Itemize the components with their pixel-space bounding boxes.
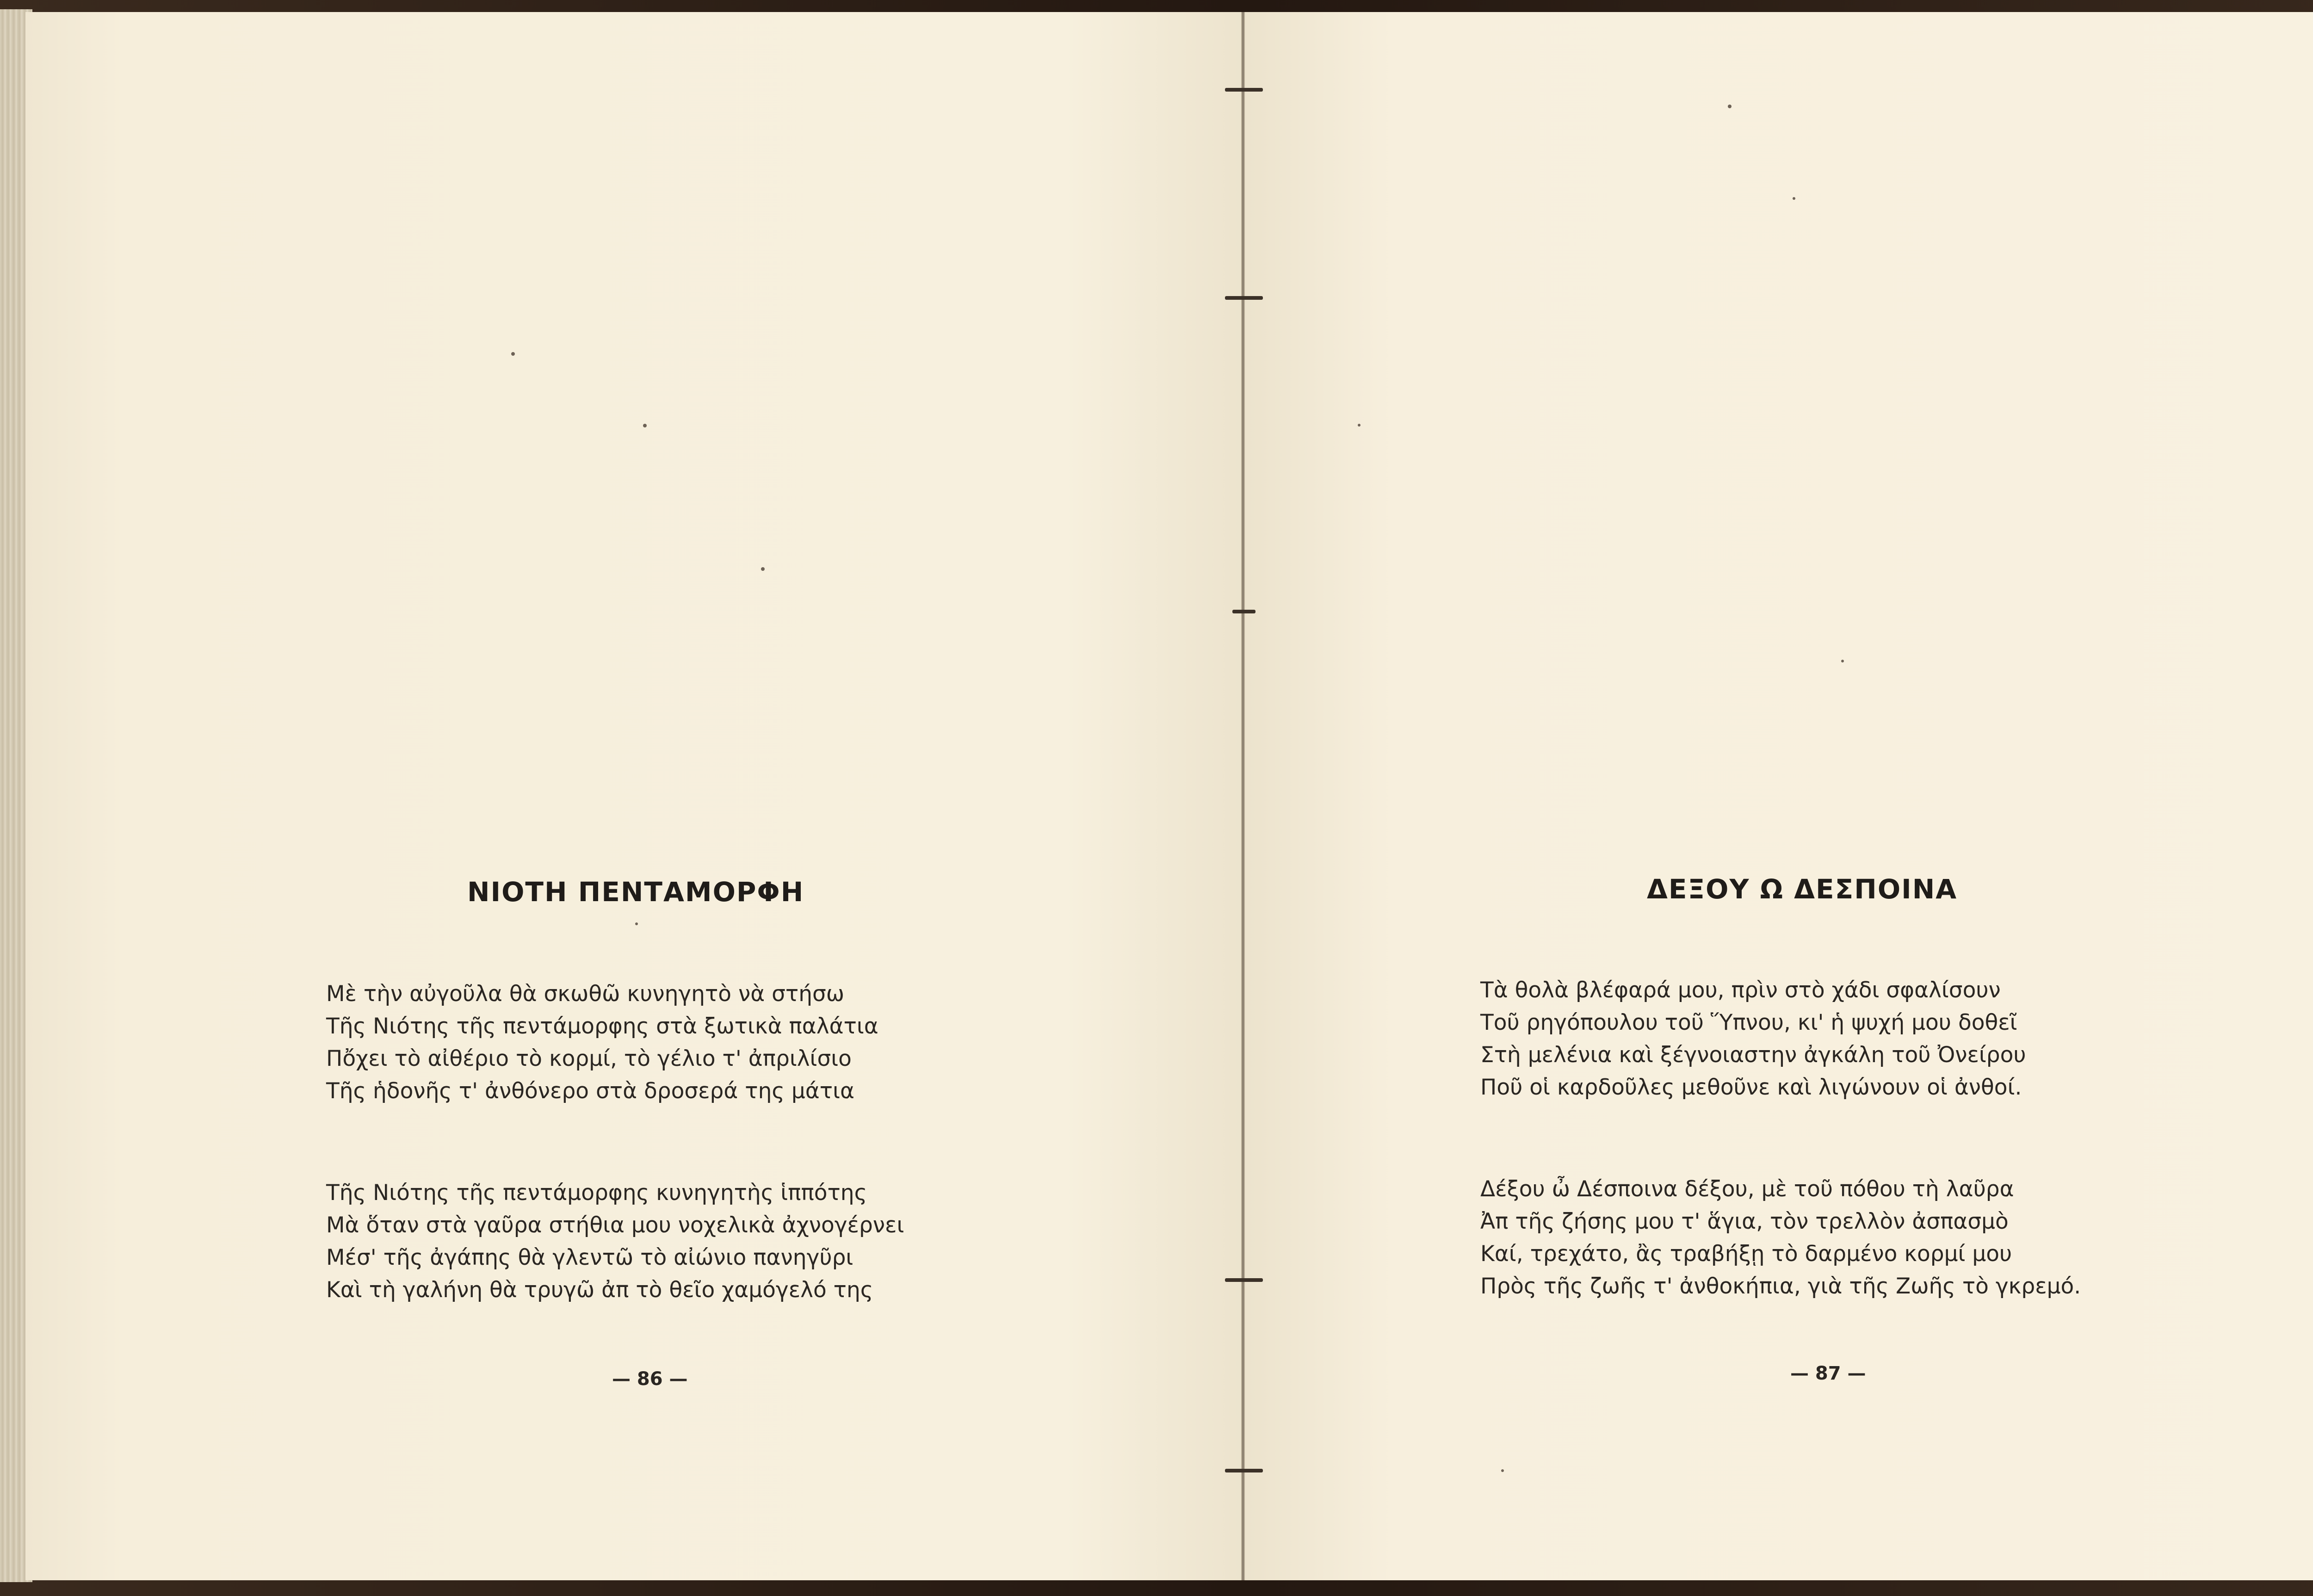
verse-line: Πρὸς τῆς ζωῆς τ' ἀνθοκήπια, γιὰ τῆς Ζωῆς τὸ γκρεμό. (1480, 1274, 2081, 1299)
verse-line: Καί, τρεχάτο, ἂς τραβήξῃ τὸ δαρμένο κορμί μου (1480, 1241, 2012, 1267)
paper-speck (643, 424, 647, 427)
poem-title-right: ΔΕΞΟΥ Ω ΔΕΣΠΟΙΝΑ (1647, 873, 1958, 905)
verse-line: Τῆς Νιότης τῆς πεντάμορφης στὰ ξωτικὰ παλάτια (326, 1014, 878, 1039)
paper-speck (635, 922, 638, 925)
binding-stitch (1225, 88, 1263, 92)
page-number-right: — 87 — (1790, 1363, 1866, 1384)
page-number-left: — 86 — (612, 1368, 688, 1390)
verse-line: Μέσ' τῆς ἀγάπης θὰ γλεντῶ τὸ αἰώνιο πανηγῦρι (326, 1245, 853, 1270)
right-page (1247, 12, 2313, 1580)
paper-speck (1358, 424, 1361, 427)
book-gutter (1241, 12, 1245, 1580)
stanza-left-1 (326, 978, 878, 1107)
binding-stitch (1225, 1469, 1263, 1472)
paper-speck (1793, 197, 1795, 200)
paper-speck (761, 567, 765, 571)
poem-title-left: ΝΙΟΤΗ ΠΕΝΤΑΜΟΡΦΗ (467, 876, 804, 908)
verse-line: Στὴ μελένια καὶ ξέγνοιαστην ἀγκάλη τοῦ Ὀνείρου (1480, 1042, 2026, 1068)
binding-stitch (1232, 610, 1255, 613)
stanza-right-2 (1480, 1173, 2081, 1303)
verse-line: Μὰ ὅταν στὰ γαῦρα στήθια μου νοχελικὰ ἀχνογέρνει (326, 1212, 904, 1238)
verse-line: Τῆς Νιότης τῆς πεντάμορφης κυνηγητὴς ἱππότης (326, 1180, 867, 1206)
paper-speck (1841, 660, 1844, 662)
verse-line: Τῆς ἡδονῆς τ' ἀνθόνερο στὰ δροσερά της μάτια (326, 1078, 854, 1104)
verse-line: Καὶ τὴ γαλήνη θὰ τρυγῶ ἀπ τὸ θεῖο χαμόγελό της (326, 1277, 873, 1303)
paper-speck (1501, 1469, 1504, 1472)
verse-line: Πὄχει τὸ αἰθέριο τὸ κορμί, τὸ γέλιο τ' ἀπριλίσιο (326, 1046, 852, 1071)
stanza-left-2 (326, 1177, 904, 1306)
verse-line: Τοῦ ρηγόπουλου τοῦ Ὕπνου, κι' ἡ ψυχή μου δοθεῖ (1480, 1010, 2017, 1035)
left-page (25, 12, 1247, 1580)
verse-line: Τὰ θολὰ βλέφαρά μου, πρὶν στὸ χάδι σφαλίσουν (1480, 977, 2001, 1003)
binding-stitch (1225, 1278, 1263, 1282)
stanza-right-1 (1480, 974, 2026, 1104)
paper-speck (1728, 105, 1732, 108)
verse-line: Μὲ τὴν αὐγοῦλα θὰ σκωθῶ κυνηγητὸ νὰ στήσω (326, 981, 845, 1007)
verse-line: Ἀπ τῆς ζήσης μου τ' ἅγια, τὸν τρελλὸν ἀσπασμὸ (1480, 1209, 2009, 1234)
paper-speck (511, 352, 515, 356)
verse-line: Δέξου ὦ Δέσποινα δέξου, μὲ τοῦ πόθου τὴ λαῦρα (1480, 1176, 2014, 1202)
binding-stitch (1225, 296, 1263, 300)
verse-line: Ποῦ οἱ καρδοῦλες μεθοῦνε καὶ λιγώνουν οἱ ἀνθοί. (1480, 1075, 2022, 1100)
